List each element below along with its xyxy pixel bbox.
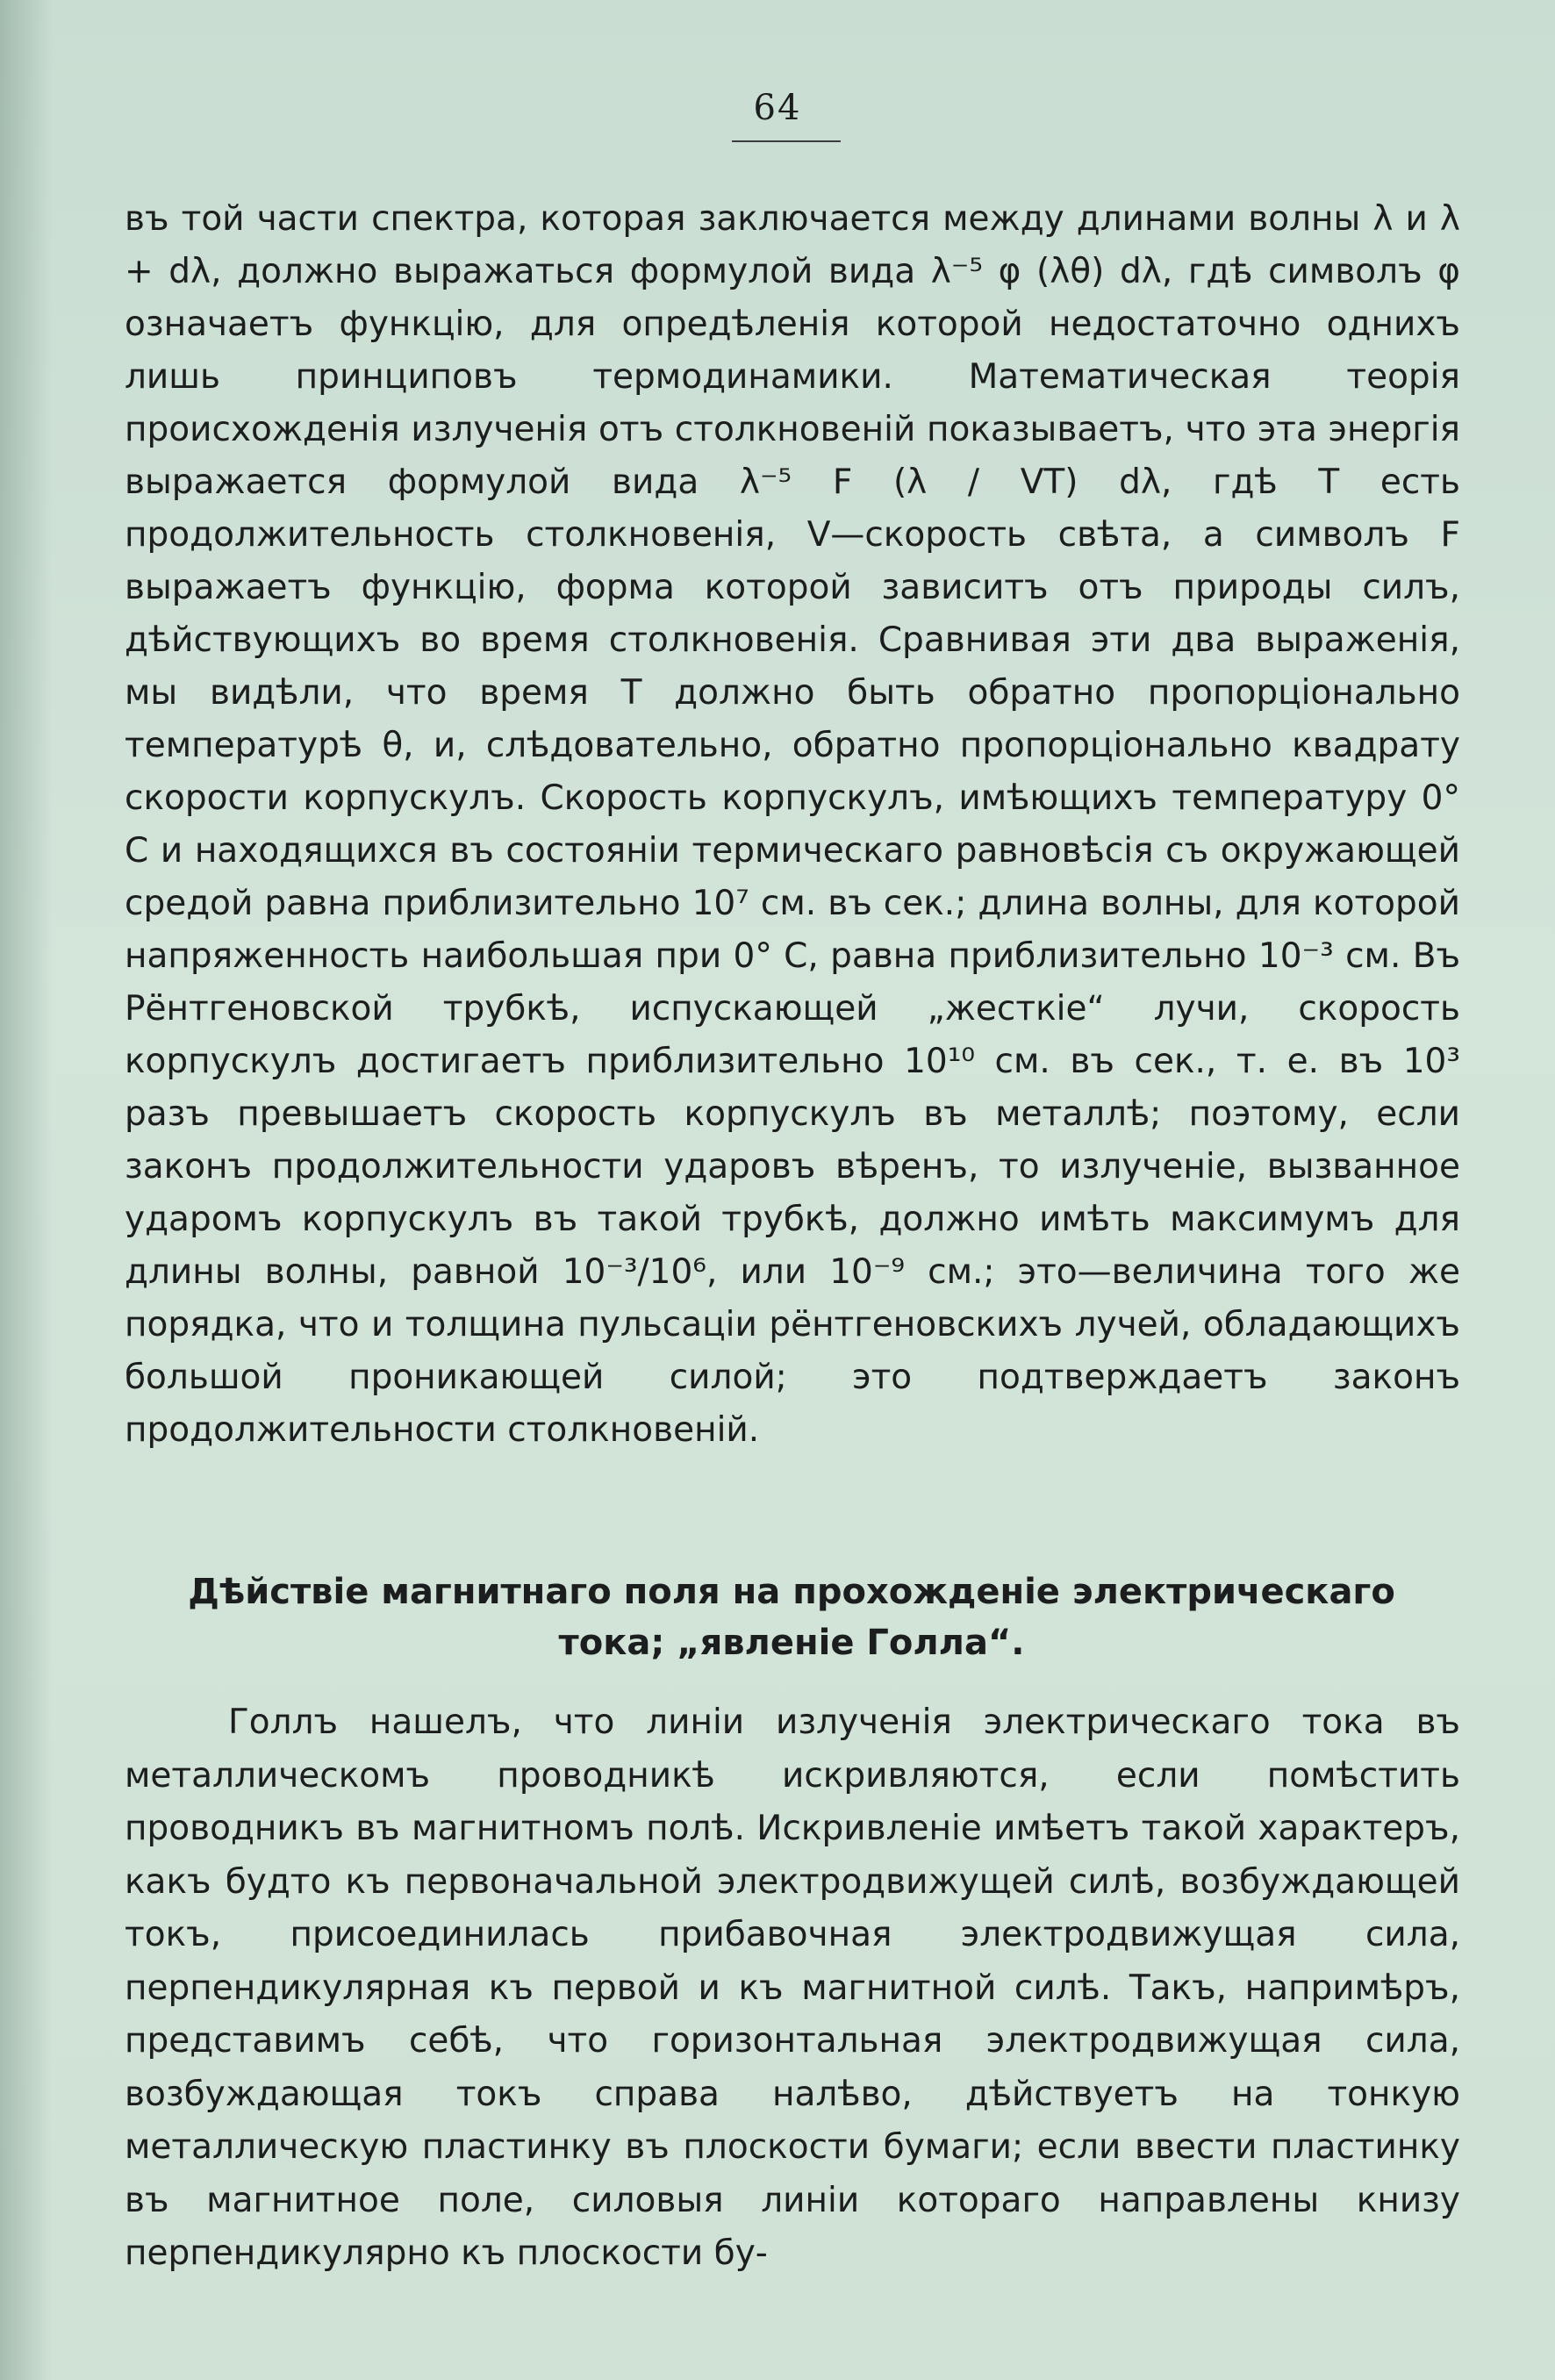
page-number-rule bbox=[732, 140, 841, 142]
section-heading bbox=[116, 1566, 1467, 1668]
section2-text bbox=[125, 1696, 1460, 2281]
section-heading-line1: Дѣйствіе магнитнаго поля на прохожденіе электрическаго bbox=[188, 1572, 1395, 1612]
section1-text bbox=[125, 193, 1460, 1457]
section-heading-line2: тока; „явленіе Голла“. bbox=[558, 1623, 1025, 1663]
section1-paragraph: въ той части спектра, которая заключается между длинами волны λ и λ + dλ, должно выражаться формулой вида λ⁻⁵ φ (λθ) dλ, гдѣ символъ φ означаетъ функцію, для опредѣленія которой недостаточно однихъ лишь принциповъ термодинамики. Математическая теорія происхожденія излученія отъ столкновеній показываетъ, что эта энергія выражается формулой вида λ⁻⁵ F (λ / VT) dλ, гдѣ T есть продолжительность столкновенія, V—скорость свѣта, а символъ F выражаетъ функцію, форма которой зависитъ отъ природы силъ, дѣйствующихъ во время столкновенія. Сравнивая эти два выраженія, мы видѣли, что время T должно быть обратно пропорціонально температурѣ θ, и, слѣдовательно, обратно пропорціонально квадрату скорости корпускулъ. Скорость корпускулъ, имѣющихъ температуру 0° C и находящихся въ состояніи термическаго равновѣсія съ окружающей средой равна приблизительно 10⁷ см. въ сек.; длина волны, для которой напряженность наибольшая при 0° C, равна приблизительно 10⁻³ см. Въ Рёнтгеновской трубкѣ, испускающей „жесткіе“ лучи, скорость корпускулъ достигаетъ приблизительно 10¹⁰ см. въ сек., т. е. въ 10³ разъ превышаетъ скорость корпускулъ въ металлѣ; поэтому, если законъ продолжительности ударовъ вѣренъ, то излученіе, вызванное ударомъ корпускулъ въ такой трубкѣ, должно имѣть максимумъ для длины волны, равной 10⁻³/10⁶, или 10⁻⁹ см.; это—величина того же порядка, что и толщина пульсаціи рёнтгеновскихъ лучей, обладающихъ большой проникающей силой; это подтверждаетъ законъ продолжительности столкновеній. bbox=[125, 199, 1460, 1450]
page-edge-shadow bbox=[0, 0, 53, 2380]
section2-paragraph: Голлъ нашелъ, что линіи излученія электрическаго тока въ металлическомъ проводникѣ искривляются, если помѣстить проводникъ въ магнитномъ полѣ. Искривленіе имѣетъ такой характеръ, какъ будто къ первоначальной электродвижущей силѣ, возбуждающей токъ, присоединилась прибавочная электродвижущая сила, перпендикулярная къ первой и къ магнитной силѣ. Такъ, напримѣръ, представимъ себѣ, что горизонтальная электродвижущая сила, возбуждающая токъ справа налѣво, дѣйствуетъ на тонкую металлическую пластинку въ плоскости бумаги; если ввести пластинку въ магнитное поле, силовыя линіи котораго направлены книзу перпендикулярно къ плоскости бу- bbox=[125, 1703, 1460, 2273]
page-number: 64 bbox=[753, 88, 802, 128]
